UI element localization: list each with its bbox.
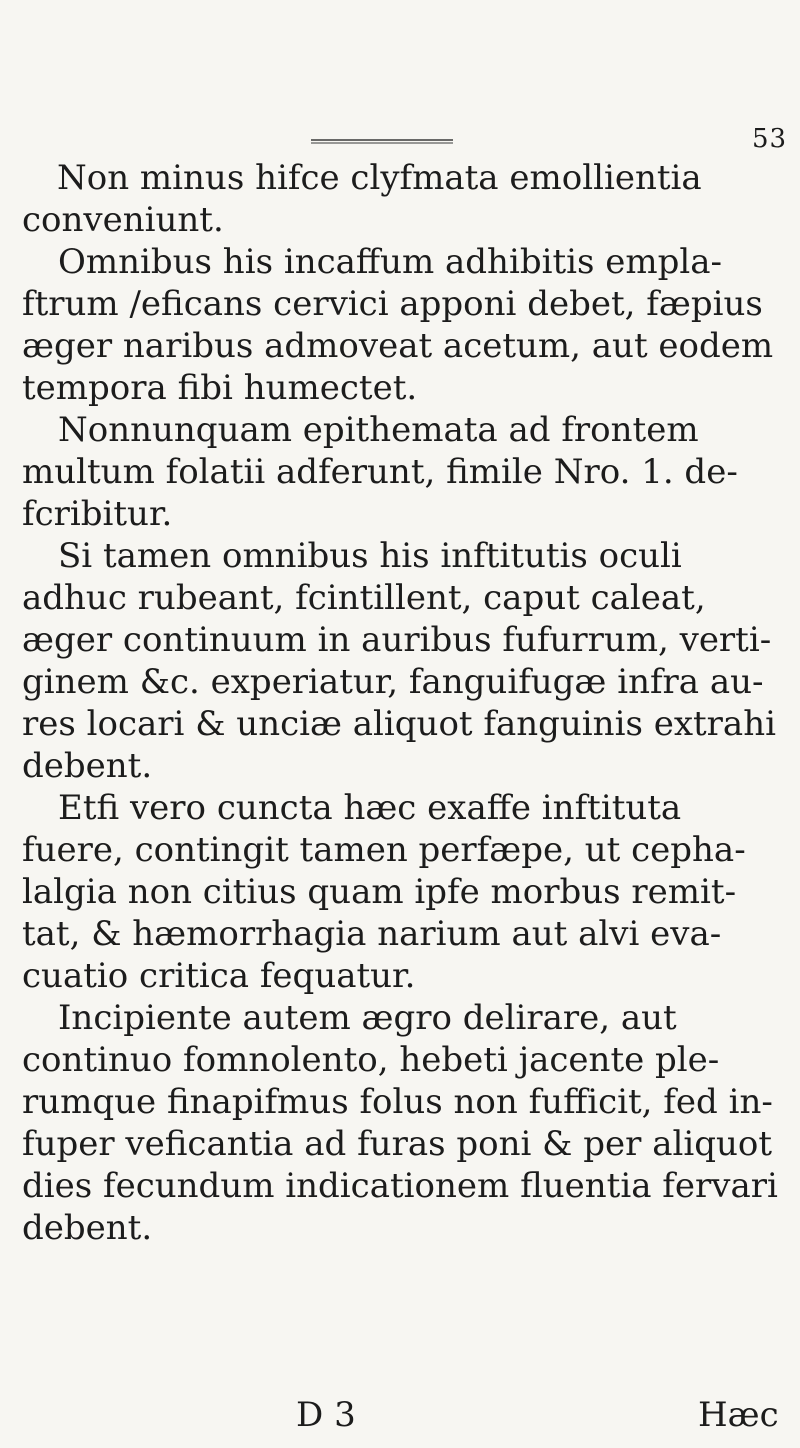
page-number: 53 [752,124,788,154]
text-line: æger naribus admoveat acetum, aut eodem [22,326,774,366]
text-line: Etfi vero cuncta hæc exaffe inftituta [58,788,682,828]
text-line: cuatio critica fequatur. [22,956,416,996]
text-line: multum folatii adferunt, fimile Nro. 1. de- [22,452,738,492]
text-line: Si tamen omnibus his inftitutis oculi [58,536,682,576]
text-line: lalgia non citius quam ipfe morbus remit- [22,872,737,912]
text-line: fuere, contingit tamen perfæpe, ut cepha- [22,830,746,870]
text-line: debent. [22,746,153,786]
text-line: tempora fibi humectet. [22,368,418,408]
text-line: ginem &c. experiatur, fanguifugæ infra au- [22,662,764,702]
catchword: Hæc [698,1395,779,1435]
text-line: Non minus hifce clyfmata emollientia [57,158,702,198]
text-line: tat, & hæmorrhagia narium aut alvi eva- [22,914,722,954]
header-ornament-rule [311,138,453,144]
text-line: rumque finapifmus folus non fufficit, fed in- [22,1082,773,1122]
text-line: fuper veficantia ad furas poni & per aliquot [22,1124,773,1164]
signature-mark: D 3 [296,1395,356,1435]
text-line: adhuc rubeant, fcintillent, caput caleat, [22,578,706,618]
text-line: fcribitur. [22,494,173,534]
text-line: Omnibus his incaffum adhibitis empla- [58,242,723,282]
text-line: res locari & unciæ aliquot fanguinis extrahi [22,704,776,744]
text-line: ftrum /eficans cervici apponi debet, fæpius [22,284,763,324]
text-line: Nonnunquam epithemata ad frontem [58,410,699,450]
text-line: continuo fomnolento, hebeti jacente ple- [22,1040,720,1080]
text-line: conveniunt. [22,200,224,240]
text-line: æger continuum in auribus fufurrum, verti- [22,620,772,660]
text-line: dies fecundum indicationem fluentia fervari [22,1166,778,1206]
text-line: debent. [22,1208,153,1248]
text-line: Incipiente autem ægro delirare, aut [58,998,677,1038]
